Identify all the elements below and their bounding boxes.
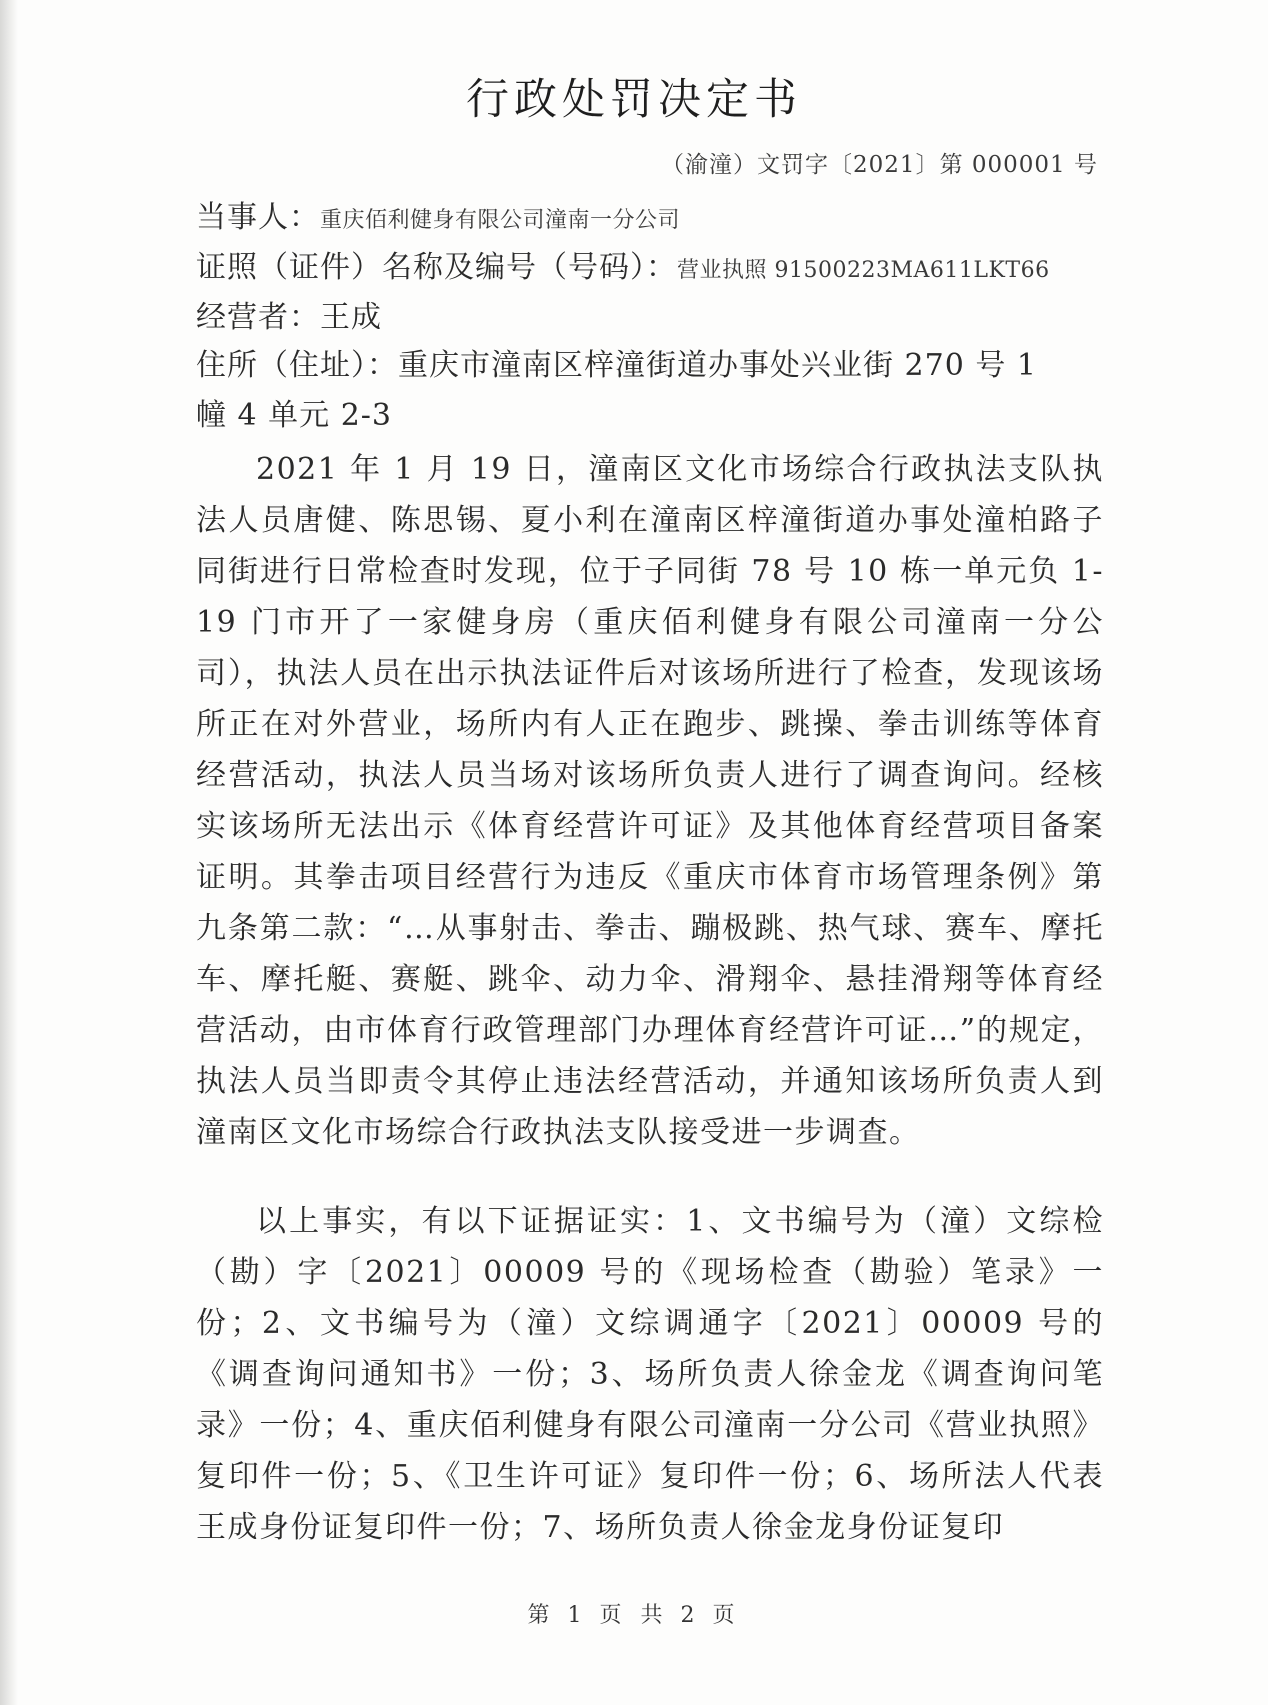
party-label: 当事人：: [196, 200, 320, 235]
license-label: 证照（证件）名称及编号（号码）：: [196, 250, 677, 285]
facts-paragraph: 2021 年 1 月 19 日，潼南区文化市场综合行政执法支队执法人员唐健、陈思锡、夏小利在潼南区梓潼街道办事处潼柏路子同街进行日常检查时发现，位于子同街 78 号 10 栋一单元负 1-19 门市开了一家健身房（重庆佰利健身有限公司潼南一分公司），执法人员在出示执法证件后对该场所进行了检查，发现该场所正在对外营业，场所内有人正在跑步、跳操、拳击训练等体育经营活动，执法人员当场对该场所负责人进行了调查询问。经核实该场所无法出示《体育经营许可证》及其他体育经营项目备案证明。其拳击项目经营行为违反《重庆市体育市场管理条例》第九条第二款：“…从事射击、拳击、蹦极跳、热气球、赛车、摩托车、摩托艇、赛艇、跳伞、动力伞、滑翔伞、悬挂滑翔等体育经营活动，由市体育行政管理部门办理体育经营许可证…”的规定，执法人员当即责令其停止违法经营活动，并通知该场所负责人到潼南区文化市场综合行政执法支队接受进一步调查。: [196, 452, 1104, 1150]
document-title: 行政处罚决定书: [466, 75, 802, 125]
operator-value: 王成: [320, 300, 382, 335]
evidence-paragraph: 以上事实，有以下证据证实：1、文书编号为（潼）文综检（勘）字〔2021〕00009 号的《现场检查（勘验）笔录》一份；2、文书编号为（潼）文综调通字〔2021〕00009 号的《调查询问通知书》一份；3、场所负责人徐金龙《调查询问笔录》一份；4、重庆佰利健身有限公司潼南一分公司《营业执照》复印件一份；5、《卫生许可证》复印件一份；6、场所法人代表王成身份证复印件一份；7、场所负责人徐金龙身份证复印: [196, 1204, 1104, 1545]
scan-edge-shadow: [0, 0, 18, 1705]
operator-label: 经营者：: [196, 300, 320, 335]
page-current: 1: [567, 1603, 588, 1628]
document-number: （渝潼）文罚字〔2021〕第 000001 号: [661, 152, 1098, 178]
page-mid: 页 共: [599, 1603, 669, 1628]
address-value: 重庆市潼南区梓潼街道办事处兴业街 270 号 1: [398, 348, 1037, 383]
license-field: [196, 244, 1106, 295]
address-value-continued: 幢 4 单元 2-3: [196, 398, 393, 433]
page-suffix: 页: [712, 1603, 741, 1628]
license-value: 营业执照 91500223MA611LKT66: [677, 258, 1050, 283]
page-prefix: 第: [527, 1603, 556, 1628]
party-value: 重庆佰利健身有限公司潼南一分公司: [320, 208, 681, 233]
page-total: 2: [680, 1603, 701, 1628]
page-footer: [0, 1598, 1268, 1629]
operator-field: [196, 294, 1106, 342]
address-label: 住所（住址）：: [196, 348, 398, 383]
address-field-continued: [196, 392, 1106, 440]
party-field: [196, 194, 1106, 245]
address-field: [196, 342, 1106, 390]
